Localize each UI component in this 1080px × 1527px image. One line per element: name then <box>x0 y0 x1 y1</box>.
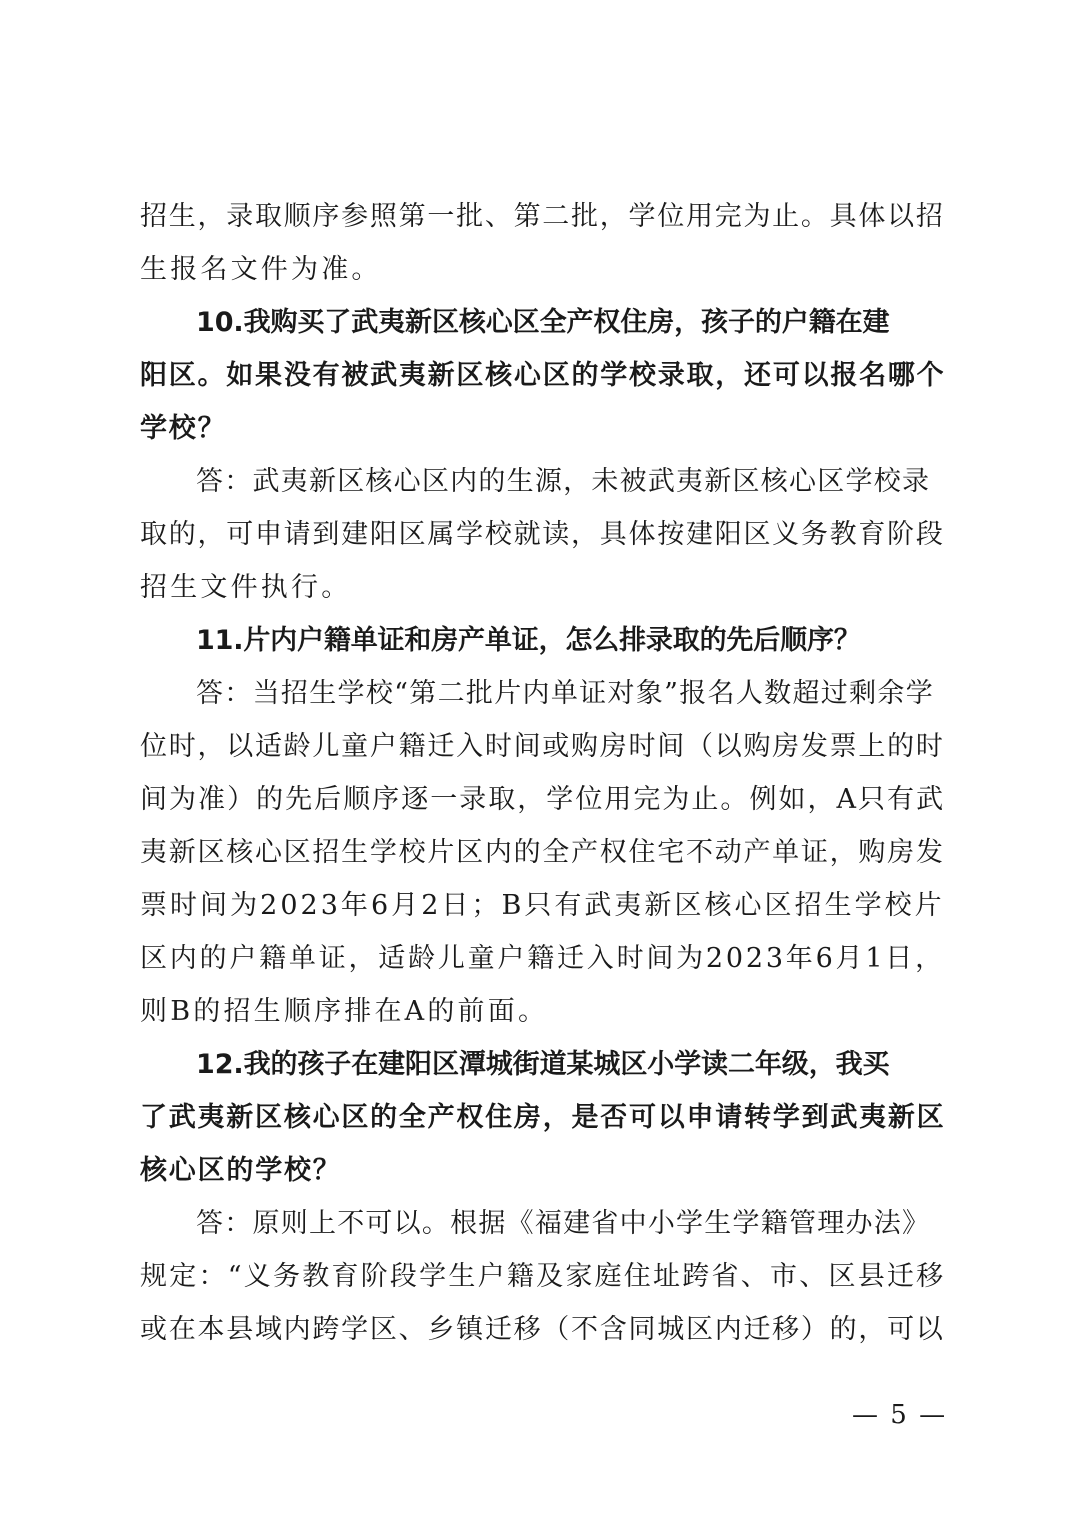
answer-text: 答：武夷新区核心区内的生源，未被武夷新区核心区学校录 <box>196 466 931 497</box>
answer-text: 或在本县域内跨学区、乡镇迁移（不含同城区内迁移）的，可以 <box>140 1314 945 1345</box>
question-heading: 10.我购买了武夷新区核心区全产权住房，孩子的户籍在建 <box>196 307 890 338</box>
question-heading: 阳区。如果没有被武夷新区核心区的学校录取，还可以报名哪个 <box>140 360 946 391</box>
question-heading: 了武夷新区核心区的全产权住房，是否可以申请转学到武夷新区 <box>140 1102 946 1133</box>
answer-text: 规定：“义务教育阶段学生户籍及家庭住址跨省、市、区县迁移 <box>140 1261 946 1292</box>
answer-text: 招生文件执行。 <box>140 572 352 603</box>
question-heading: 核心区的学校？ <box>140 1155 342 1186</box>
page-number: — 5 — <box>852 1400 948 1430</box>
answer-text: 夷新区核心区招生学校片区内的全产权住宅不动产单证，购房发 <box>140 837 945 868</box>
text-line: 生报名文件为准。 <box>140 254 382 285</box>
answer-text: 答：原则上不可以。根据《福建省中小学生学籍管理办法》 <box>196 1208 931 1239</box>
answer-text: 答：当招生学校“第二批片内单证对象”报名人数超过剩余学 <box>196 678 935 709</box>
answer-text: 取的，可申请到建阳区属学校就读，具体按建阳区义务教育阶段 <box>140 519 945 550</box>
answer-text: 票时间为2023年6月2日；B只有武夷新区核心区招生学校片 <box>140 890 945 921</box>
text-line: 招生，录取顺序参照第一批、第二批，学位用完为止。具体以招 <box>140 201 945 232</box>
question-heading: 学校？ <box>140 413 227 444</box>
answer-text: 位时，以适龄儿童户籍迁入时间或购房时间（以购房发票上的时 <box>140 731 945 762</box>
answer-text: 间为准）的先后顺序逐一录取，学位用完为止。例如，A只有武 <box>140 784 946 815</box>
answer-text: 则B的招生顺序排在A的前面。 <box>140 996 549 1027</box>
answer-text: 区内的户籍单证，适龄儿童户籍迁入时间为2023年6月1日， <box>140 943 945 974</box>
question-heading: 12.我的孩子在建阳区潭城街道某城区小学读二年级，我买 <box>196 1049 890 1080</box>
question-heading: 11.片内户籍单证和房产单证，怎么排录取的先后顺序？ <box>196 625 861 656</box>
